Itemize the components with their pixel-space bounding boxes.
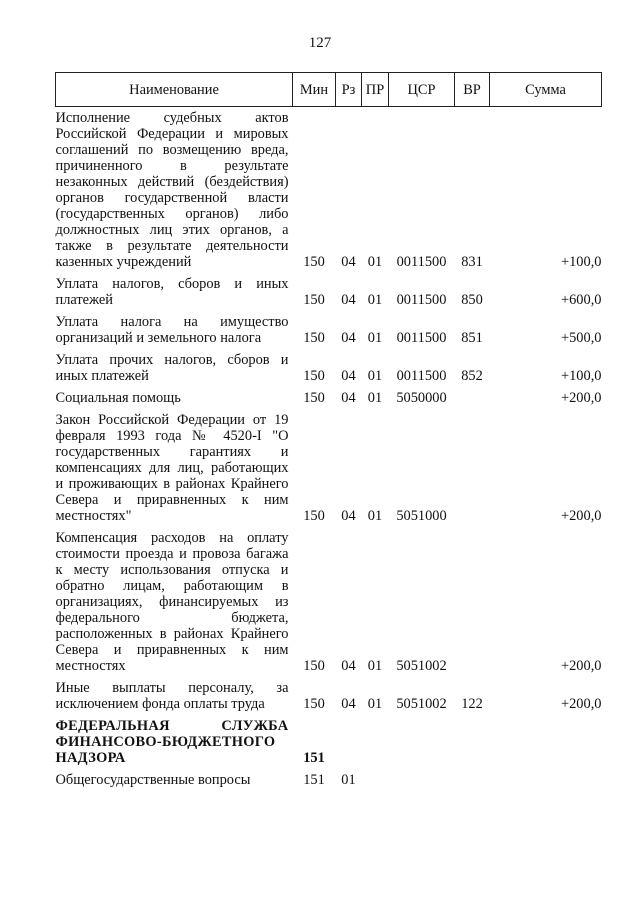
header-sum: Сумма	[490, 73, 602, 107]
cell-name: Исполнение судебных актов Российской Федерации и мировых соглашений по возмещению вреда, причиненного в результате незаконных действий (бездействия) органов государственной власти (государственных органов) либо должностных лиц этих органов, а также в результате деятельности казенных учреждений	[55, 110, 289, 270]
page-number: 127	[308, 35, 332, 51]
cell-name: Уплата налога на имущество организаций и земельного налога	[55, 314, 289, 346]
header-rz: Рз	[336, 73, 362, 107]
cell-min: 151	[303, 772, 325, 788]
cell-sum	[490, 766, 602, 788]
cell-name: Компенсация расходов на оплату стоимости проезда и провоза багажа к месту использования отпуска и обратно лицам, работающим в организациях, финансируемых из федерального бюджета, расположенных в районах Крайнего Севера и приравненных к ним местностях	[55, 530, 289, 674]
cell-rz: 04	[341, 330, 356, 346]
table-row	[56, 270, 602, 308]
cell-vr: 851	[461, 330, 483, 346]
table-row	[56, 406, 602, 524]
cell-vr	[455, 712, 490, 766]
table-row	[56, 766, 602, 788]
table-body	[56, 107, 602, 789]
table-header-row	[56, 73, 602, 107]
table-row	[56, 712, 602, 766]
table-row	[56, 524, 602, 674]
cell-rz	[336, 712, 362, 766]
cell-pr: 01	[367, 658, 383, 674]
table-row	[56, 107, 602, 271]
cell-min: 150	[303, 292, 325, 308]
cell-pr: 01	[367, 696, 383, 712]
cell-pr: 01	[367, 390, 383, 406]
cell-csr	[389, 766, 455, 788]
cell-csr: 5051002	[396, 658, 447, 674]
cell-name: Закон Российской Федерации от 19 февраля 1993 года № 4520-I "О государственных гарантиях и компенсациях для лиц, работающих и проживающих в районах Крайнего Севера и приравненных к ним местностях"	[55, 412, 289, 524]
cell-pr: 01	[367, 254, 383, 270]
cell-min: 150	[303, 330, 325, 346]
cell-csr: 0011500	[396, 292, 447, 308]
cell-sum: +600,0	[561, 292, 602, 308]
table-row	[56, 308, 602, 346]
header-name: Наименование	[56, 73, 293, 107]
cell-min: 150	[303, 254, 325, 270]
cell-csr: 0011500	[396, 368, 447, 384]
cell-pr	[362, 712, 389, 766]
cell-name: Общегосударственные вопросы	[55, 772, 251, 788]
cell-vr: 122	[461, 696, 483, 712]
header-vr: ВР	[455, 73, 490, 107]
cell-sum	[490, 712, 602, 766]
cell-csr	[389, 712, 455, 766]
table-row	[56, 384, 602, 406]
cell-vr: 831	[461, 254, 483, 270]
cell-min: 151	[303, 750, 325, 766]
cell-rz: 04	[341, 368, 356, 384]
cell-name: Уплата налогов, сборов и иных платежей	[55, 276, 289, 308]
table-row	[56, 346, 602, 384]
cell-sum: +500,0	[561, 330, 602, 346]
cell-sum: +100,0	[561, 254, 602, 270]
cell-sum: +200,0	[561, 508, 602, 524]
cell-pr: 01	[367, 368, 383, 384]
cell-rz: 01	[341, 772, 356, 788]
header-min: Мин	[293, 73, 336, 107]
cell-name: Социальная помощь	[55, 390, 181, 406]
cell-csr: 0011500	[396, 330, 447, 346]
cell-pr	[362, 766, 389, 788]
cell-pr: 01	[367, 330, 383, 346]
cell-min: 150	[303, 508, 325, 524]
cell-csr: 0011500	[396, 254, 447, 270]
cell-csr: 5051000	[396, 508, 447, 524]
cell-min: 150	[303, 658, 325, 674]
cell-name: Иные выплаты персоналу, за исключением фонда оплаты труда	[55, 680, 289, 712]
cell-sum: +200,0	[561, 658, 602, 674]
cell-rz: 04	[341, 508, 356, 524]
cell-rz: 04	[341, 292, 356, 308]
cell-name: ФЕДЕРАЛЬНАЯ СЛУЖБА ФИНАНСОВО-БЮДЖЕТНОГО НАДЗОРА	[55, 718, 289, 766]
header-pr: ПР	[362, 73, 389, 107]
cell-vr	[455, 766, 490, 788]
header-csr: ЦСР	[389, 73, 455, 107]
cell-vr	[455, 524, 490, 674]
cell-min: 150	[303, 696, 325, 712]
cell-vr	[455, 384, 490, 406]
cell-sum: +200,0	[561, 390, 602, 406]
cell-rz: 04	[341, 696, 356, 712]
cell-rz: 04	[341, 658, 356, 674]
cell-rz: 04	[341, 390, 356, 406]
cell-csr: 5051002	[396, 696, 447, 712]
cell-vr	[455, 406, 490, 524]
cell-pr: 01	[367, 508, 383, 524]
cell-sum: +100,0	[561, 368, 602, 384]
cell-name: Уплата прочих налогов, сборов и иных платежей	[55, 352, 289, 384]
cell-min: 150	[303, 390, 325, 406]
cell-sum: +200,0	[561, 696, 602, 712]
cell-vr: 852	[461, 368, 483, 384]
cell-rz: 04	[341, 254, 356, 270]
cell-csr: 5050000	[396, 390, 447, 406]
table-row	[56, 674, 602, 712]
cell-min: 150	[303, 368, 325, 384]
cell-pr: 01	[367, 292, 383, 308]
cell-vr: 850	[461, 292, 483, 308]
budget-table	[55, 72, 602, 788]
